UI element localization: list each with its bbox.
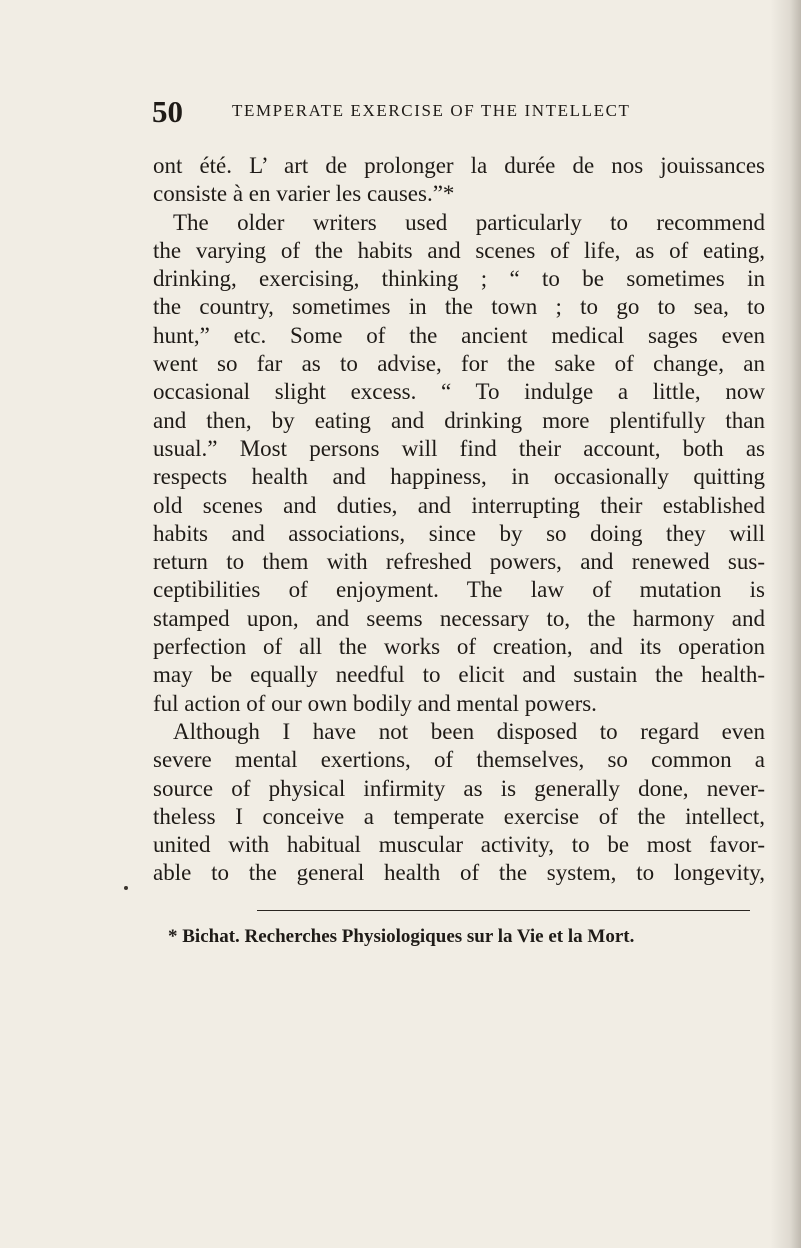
text-line: old scenes and duties, and interrupting their established xyxy=(153,492,765,518)
text-line: Although I have not been disposed to regard even xyxy=(173,718,765,744)
text-line: stamped upon, and seems necessary to, the harmony and xyxy=(153,605,765,631)
footnote-rule xyxy=(257,910,750,911)
text-line: source of physical infirmity as is generally done, never- xyxy=(153,775,765,801)
margin-speck xyxy=(124,886,128,890)
text-line: occasional slight excess. “ To indulge a little, now xyxy=(153,379,765,405)
text-line: perfection of all the works of creation, and its operation xyxy=(153,634,765,660)
text-line: habits and associations, since by so doing they will xyxy=(153,520,765,546)
footnote: * Bichat. Recherches Physiologiques sur la Vie et la Mort. xyxy=(168,926,635,947)
text-line: drinking, exercising, thinking ; “ to be sometimes in xyxy=(153,266,765,292)
text-line: able to the general health of the system, to longevity, xyxy=(153,860,765,886)
text-line: the varying of the habits and scenes of life, as of eating, xyxy=(153,237,765,263)
text-line: the country, sometimes in the town ; to go to sea, to xyxy=(153,294,765,320)
page-number: 50 xyxy=(152,94,183,129)
text-line: united with habitual muscular activity, to be most favor- xyxy=(153,832,765,858)
text-line: ont été. L’ art de prolonger la durée de nos jouissances xyxy=(153,153,765,178)
text-line: hunt,” etc. Some of the ancient medical sages even xyxy=(153,322,765,348)
text-line: ceptibilities of enjoyment. The law of mutation is xyxy=(153,577,765,603)
text-line: severe mental exertions, of themselves, so common a xyxy=(153,747,765,773)
page-header xyxy=(152,94,752,134)
text-line: and then, by eating and drinking more plentifully than xyxy=(153,407,765,433)
body-text xyxy=(153,152,765,888)
text-line: went so far as to advise, for the sake of change, an xyxy=(153,351,765,377)
text-line: The older writers used particularly to recommend xyxy=(173,209,765,235)
running-title: TEMPERATE EXERCISE OF THE INTELLECT xyxy=(232,101,631,120)
text-line: theless I conceive a temperate exercise of the intellect, xyxy=(153,803,765,829)
text-line: consiste à en varier les causes.”* xyxy=(153,181,455,207)
text-line: may be equally needful to elicit and sustain the health- xyxy=(153,662,765,688)
text-line: ful action of our own bodily and mental powers. xyxy=(153,690,597,716)
text-line: usual.” Most persons will find their account, both as xyxy=(153,435,765,461)
text-line: respects health and happiness, in occasionally quitting xyxy=(153,464,765,490)
text-line: return to them with refreshed powers, and renewed sus- xyxy=(153,549,765,575)
